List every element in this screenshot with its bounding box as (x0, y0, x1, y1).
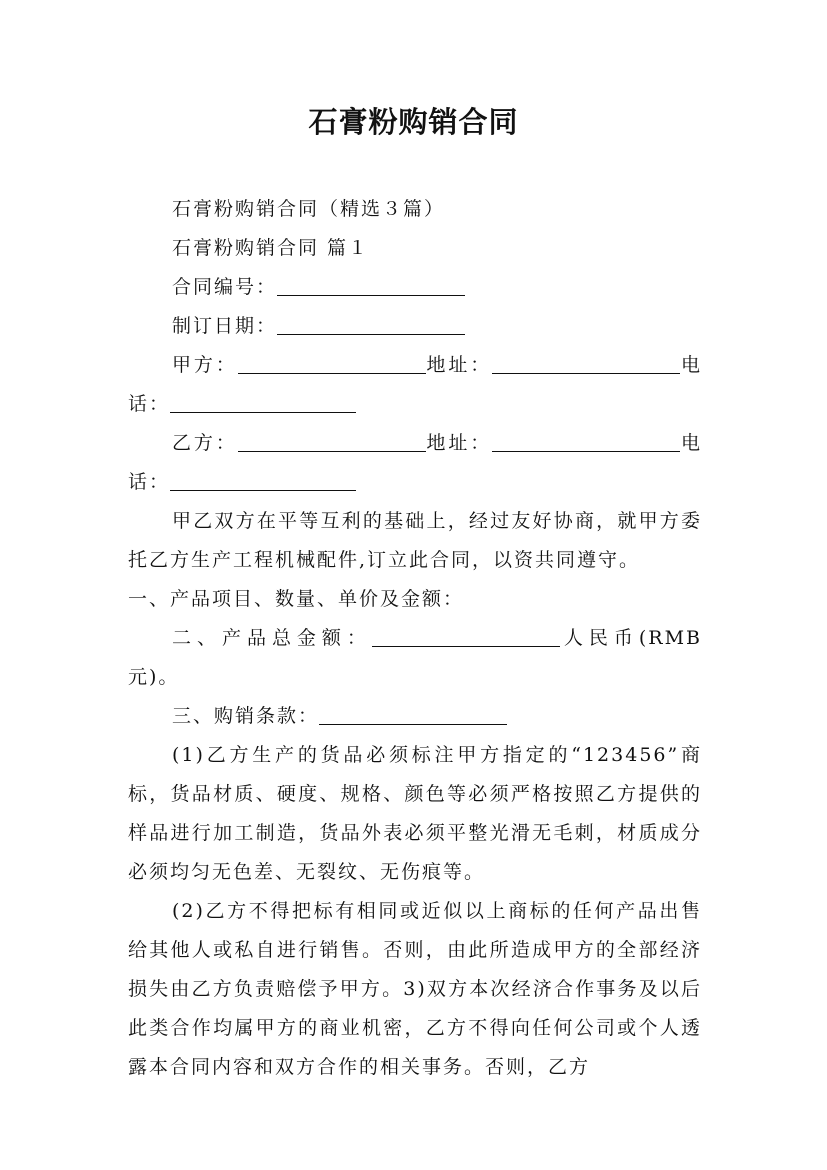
party-a-name-blank (238, 351, 426, 374)
party-a-phone-blank (170, 390, 356, 413)
section-heading: 石膏粉购销合同 篇１ (172, 237, 370, 259)
contract-number-label: 合同编号： (172, 276, 278, 298)
party-b-name-blank (238, 429, 426, 452)
clause-2: (2)乙方不得把标有相同或近似以上商标的任何产品出售给其他人或私自进行销售。否则，由此所造成甲方的全部经济损失由乙方负责赔偿予甲方。3)双方本次经济合作事务及以后此类合作均属甲方的商业机密，乙方不得向任何公司或个人透露本合同内容和双方合作的相关事务。否则，乙方 (128, 900, 702, 1078)
party-a-address-blank (492, 351, 680, 374)
item-2 (128, 619, 702, 697)
intro-paragraph: 甲乙双方在平等互利的基础上，经过友好协商，就甲方委托乙方生产工程机械配件,订立此合同，以资共同遵守。 (128, 510, 702, 571)
party-b-address-label: 地址： (425, 432, 493, 454)
item-3 (128, 697, 702, 736)
party-a-phone-label: 电话： (128, 354, 702, 415)
party-b-address-blank (492, 429, 680, 452)
party-a-address-label: 地址： (425, 354, 493, 376)
party-b-phone-label: 电话： (128, 432, 702, 493)
item-2-label: 二、产品总金额： (172, 627, 372, 649)
date-line (128, 307, 702, 346)
party-b-line (128, 424, 702, 502)
total-amount-blank (372, 624, 560, 647)
subtitle: 石膏粉购销合同（精选３篇） (172, 198, 446, 220)
item-2-currency: 人民币(RMB元)。 (128, 627, 702, 688)
date-blank (277, 312, 465, 335)
document-title: 石膏粉购销合同 (308, 105, 519, 139)
party-a-line (128, 346, 702, 424)
document-body (128, 190, 702, 1087)
party-a-label: 甲方： (172, 354, 238, 376)
terms-blank (319, 702, 507, 725)
clause-1: (1)乙方生产的货品必须标注甲方指定的“123456”商标，货品材质、硬度、规格、颜色等必须严格按照乙方提供的样品进行加工制造，货品外表必须平整光滑无毛刺，材质成分必须均匀无色差、无裂纹、无伤痕等。 (128, 744, 702, 883)
item-1: 一、产品项目、数量、单价及金额： (128, 588, 465, 610)
contract-number-blank (277, 273, 465, 296)
item-3-label: 三、购销条款： (172, 705, 320, 727)
party-b-label: 乙方： (172, 432, 238, 454)
date-label: 制订日期： (172, 315, 278, 337)
contract-number-line (128, 268, 702, 307)
party-b-phone-blank (170, 468, 356, 491)
